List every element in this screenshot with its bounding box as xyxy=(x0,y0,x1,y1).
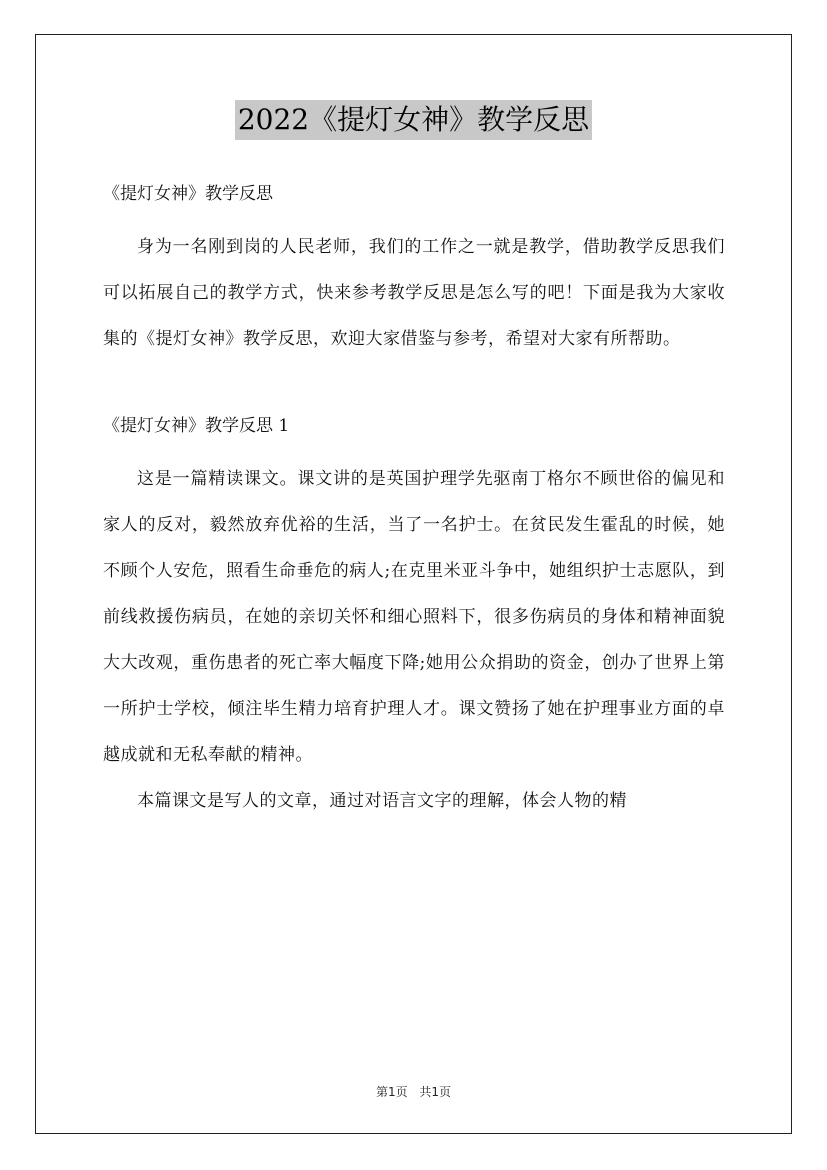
spacer xyxy=(103,212,725,224)
page-number: 第1页 xyxy=(375,1085,408,1099)
page-total: 共1页 xyxy=(419,1085,452,1099)
page-footer xyxy=(0,1083,827,1100)
intro-paragraph: 身为一名刚到岗的人民老师，我们的工作之一就是教学，借助教学反思我们可以拓展自己的教学方式，快来参考教学反思是怎么写的吧！下面是我为大家收集的《提灯女神》教学反思，欢迎大家借鉴与参考，希望对大家有所帮助。 xyxy=(103,237,725,349)
subtitle: 《提灯女神》教学反思 xyxy=(103,184,273,204)
body-paragraph: 这是一篇精读课文。课文讲的是英国护理学先驱南丁格尔不顾世俗的偏见和家人的反对，毅然放弃优裕的生活，当了一名护士。在贫民发生霍乱的时候，她不顾个人安危，照看生命垂危的病人;在克里米亚斗争中，她组织护士志愿队，到前线救援伤病员，在她的亲切关怀和细心照料下，很多伤病员的身体和精神面貌大大改观，重伤患者的死亡率大幅度下降;她用公众捐助的资金，创办了世界上第一所护士学校，倾注毕生精力培育护理人才。课文赞扬了她在护理事业方面的卓越成就和无私奉献的精神。 xyxy=(103,469,725,765)
spacer xyxy=(103,362,725,408)
title-container xyxy=(0,100,827,140)
body-paragraph: 本篇课文是写人的文章，通过对语言文字的理解，体会人物的精 xyxy=(137,791,627,811)
spacer xyxy=(103,444,725,456)
document-title: 2022《提灯女神》教学反思 xyxy=(235,100,592,140)
section-heading: 《提灯女神》教学反思 1 xyxy=(103,416,290,436)
document-body xyxy=(103,176,725,824)
